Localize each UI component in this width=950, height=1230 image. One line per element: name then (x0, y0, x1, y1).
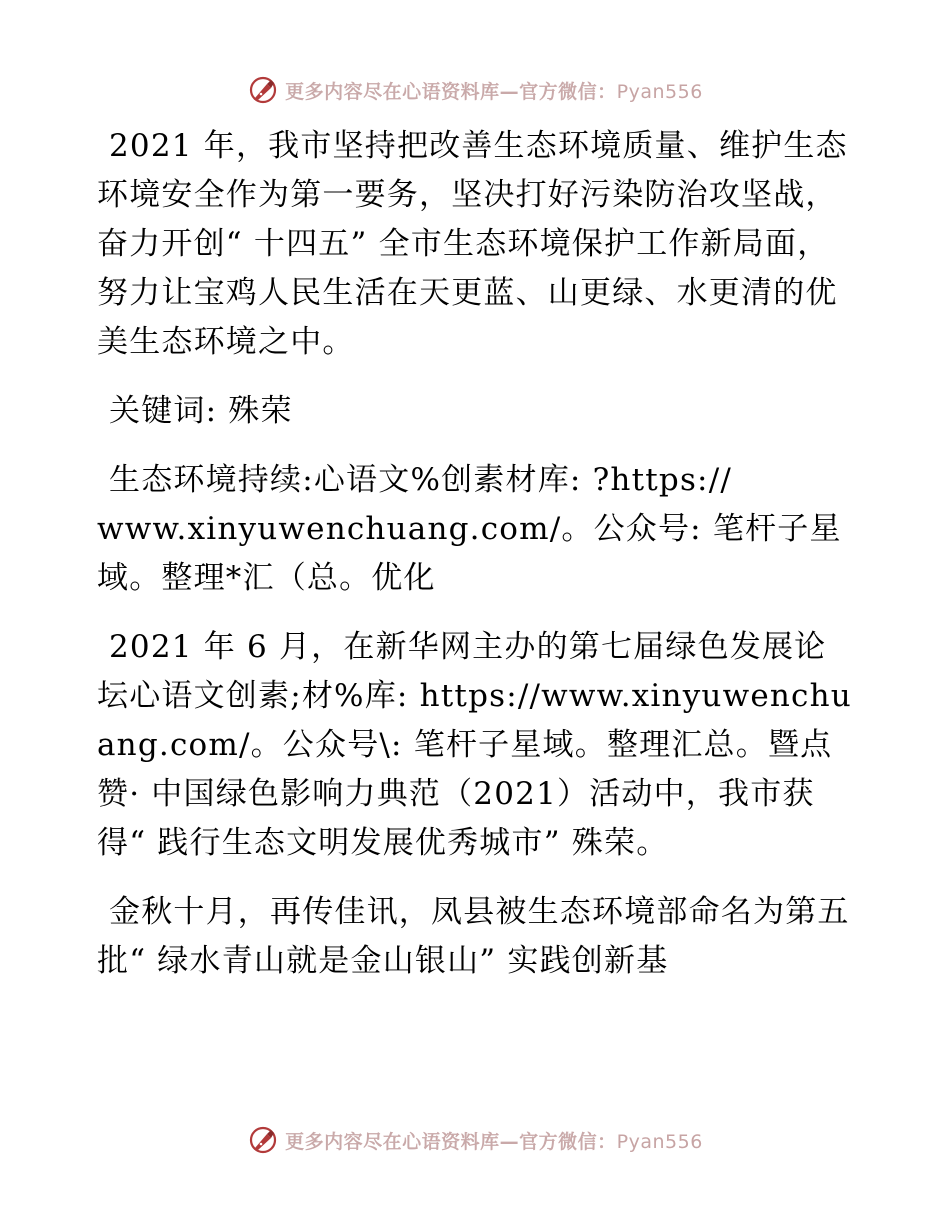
footer-banner-text (285, 1127, 703, 1154)
paragraph-keywords: 关键词: 殊荣 (109, 393, 293, 429)
header-banner (0, 72, 950, 108)
pen-nib-logo-icon (247, 1124, 279, 1156)
header-banner-id: Pyan556 (616, 80, 703, 103)
footer-banner-inner (247, 1124, 703, 1156)
pen-nib-logo-icon (247, 74, 279, 106)
header-banner-text (285, 77, 703, 104)
footer-banner-id: Pyan556 (616, 1130, 703, 1153)
document-body (97, 122, 857, 1006)
paragraph-award: 2021 年 6 月，在新华网主办的第七届绿色发展论坛心语文创素;材%库: https://www.xinyuwenchuang.com/。公众号\: 笔杆子星域。整理汇总。暨点赞· 中国绿色影响力典范（2021）活动中，我市获得“ 践行生态文明发展优秀城市” 殊荣。 (97, 629, 852, 861)
footer-banner (0, 1122, 950, 1158)
header-banner-inner (247, 74, 703, 106)
footer-banner-main: 更多内容尽在心语资料库—官方微信： (285, 1130, 617, 1153)
paragraph-sources: 生态环境持续:心语文%创素材库: ?https:// www.xinyuwenchuang.com/。公众号: 笔杆子星 域。整理*汇（总。优化 (97, 462, 842, 596)
header-banner-main: 更多内容尽在心语资料库—官方微信： (285, 80, 617, 103)
paragraph-fengxian: 金秋十月，再传佳讯，凤县被生态环境部命名为第五批“ 绿水青山就是金山银山” 实践创新基 (97, 894, 850, 979)
paragraph-intro: 2021 年，我市坚持把改善生态环境质量、维护生态环境安全作为第一要务，坚决打好污染防治攻坚战，奋力开创“ 十四五” 全市生态环境保护工作新局面，努力让宝鸡人民生活在天更蓝、山更绿、水更清的优美生态环境之中。 (97, 128, 848, 360)
